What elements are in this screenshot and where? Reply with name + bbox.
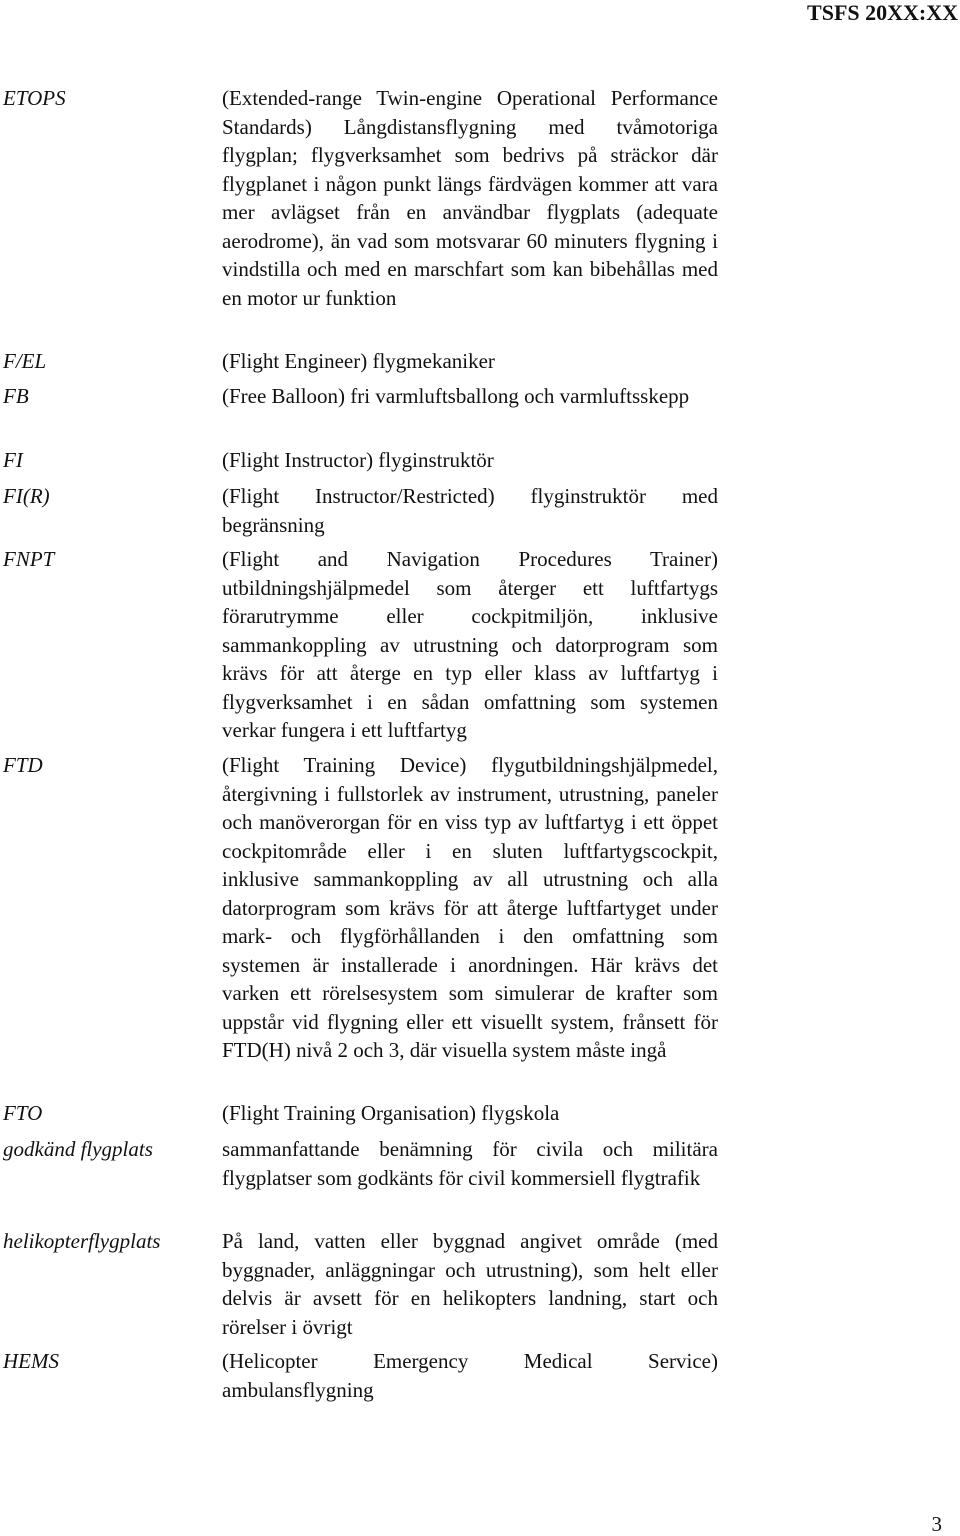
term-fi-r: FI(R) bbox=[3, 484, 50, 508]
term-fnpt: FNPT bbox=[3, 547, 55, 571]
term-helikopterflygplats: helikopterflygplats bbox=[3, 1229, 161, 1253]
term-hems: HEMS bbox=[3, 1349, 59, 1373]
term-etops: ETOPS bbox=[3, 86, 66, 110]
definition-hems: (Helicopter Emergency Medical Service) ambulansflygning bbox=[222, 1349, 718, 1402]
definition-fb: (Free Balloon) fri varmluftsballong och varmluftsskepp bbox=[222, 384, 690, 408]
definition-fnpt: (Flight and Navigation Procedures Trainer) utbildningshjälpmedel som återger ett luftfartygs förarutrymme eller cockpitmiljön, inklusive sammankoppling av utrustning och datorprogram som krävs för att återge en typ eller klass av luftfartyg i flygverksamhet i en sådan omfattning som systemen verkar fungera i ett luftfartyg bbox=[222, 547, 718, 742]
term-fto: FTO bbox=[3, 1101, 43, 1125]
definition-fto: (Flight Training Organisation) flygskola bbox=[222, 1101, 560, 1125]
document-id-header: TSFS 20XX:XX bbox=[807, 0, 958, 25]
definition-fi: (Flight Instructor) flyginstruktör bbox=[222, 448, 494, 472]
definition-f-el: (Flight Engineer) flygmekaniker bbox=[222, 349, 495, 373]
definition-helikopterflygplats: På land, vatten eller byggnad angivet område (med byggnader, anläggningar och utrustning), som helt eller delvis är avsett för en helikopters landning, start och rörelser i övrigt bbox=[222, 1229, 718, 1339]
definition-etops: (Extended-range Twin-engine Operational Performance Standards) Långdistansflygning med tvåmotoriga flygplan; flygverksamhet som bedrivs på sträckor där flygplanet i någon punkt längs färdvägen kommer att vara mer avlägset från en användbar flygplats (adequate aerodrome), än vad som motsvarar 60 minuters flygning i vindstilla och med en marschfart som kan bibehållas med en motor ur funktion bbox=[222, 86, 718, 310]
term-fi: FI bbox=[3, 448, 23, 472]
definition-ftd: (Flight Training Device) flygutbildningshjälpmedel, återgivning i fullstorlek av instrument, utrustning, paneler och manöverorgan för en viss typ av luftfartyg i ett öppet cockpitområde eller i en sluten luftfartygscockpit, inklusive sammankoppling av all utrustning och alla datorprogram som krävs för att återge luftfartyget under mark- och flygförhållanden i den omfattning som systemen är installerade i anordningen. Här krävs det varken ett rörelsesystem som simulerar de krafter som uppstår vid flygning eller ett visuellt system, frånsett för FTD(H) nivå 2 och 3, där visuella system måste ingå bbox=[222, 753, 718, 1062]
term-fb: FB bbox=[3, 384, 29, 408]
definition-fi-r: (Flight Instructor/Restricted) flyginstruktör med begränsning bbox=[222, 484, 718, 537]
definition-godkand-flygplats: sammanfattande benämning för civila och militära flygplatser som godkänts för civil kommersiell flygtrafik bbox=[222, 1137, 718, 1190]
page-number: 3 bbox=[931, 1512, 942, 1536]
term-f-el: F/EL bbox=[3, 349, 47, 373]
term-ftd: FTD bbox=[3, 753, 43, 777]
term-godkand-flygplats: godkänd flygplats bbox=[3, 1137, 153, 1161]
